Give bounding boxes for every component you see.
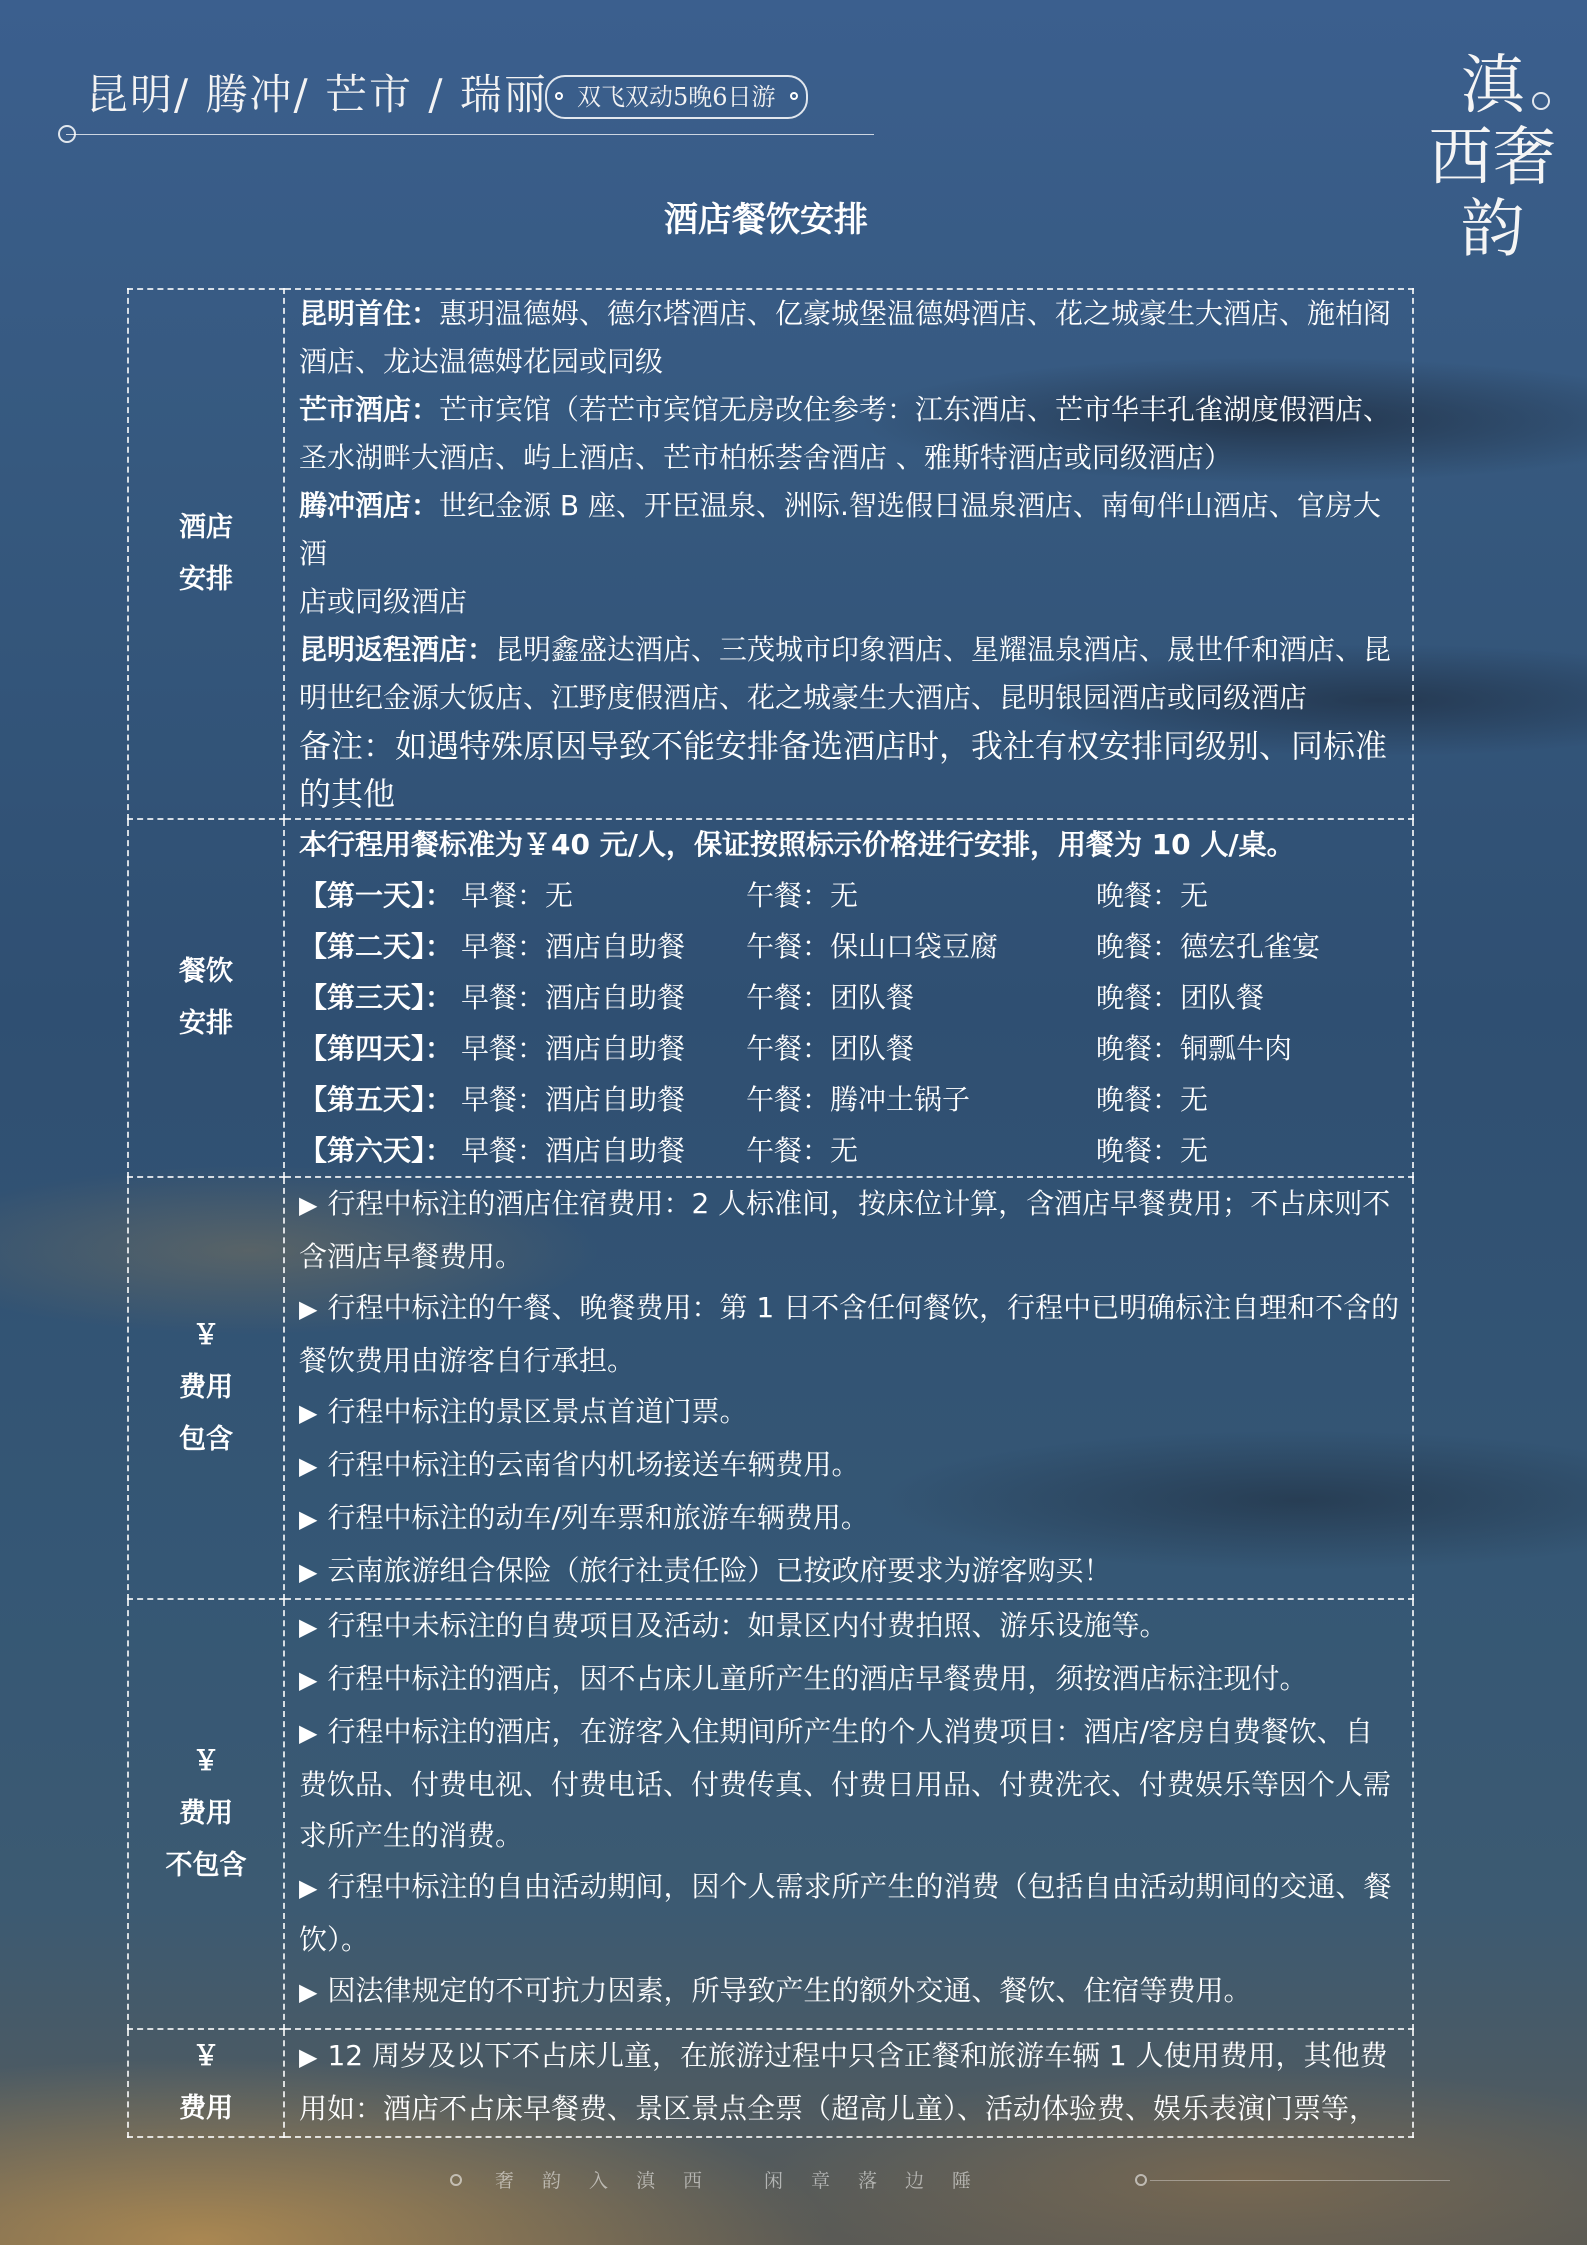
route-title: 昆明/ 腾冲/ 芒市 / 瑞丽: [86, 70, 548, 119]
footer-left-ring-icon: [450, 2174, 462, 2186]
hotel-line: 昆明首住：惠玥温德姆、德尔塔酒店、亿豪城堡温德姆酒店、花之城豪生大酒店、施柏阁: [299, 297, 1392, 330]
list-item: 饮）。: [299, 1923, 370, 1956]
page-title: 酒店餐饮安排: [664, 200, 868, 240]
meal-day-row: 【第三天】： 早餐：酒店自助餐 午餐：团队餐 晚餐：团队餐: [299, 981, 1265, 1014]
table-row: [128, 1177, 1413, 1599]
list-item: ▶ 因法律规定的不可抗力因素，所导致产生的额外交通、餐饮、住宿等费用。: [299, 1974, 1252, 2007]
bullet-icon: ▶: [299, 1399, 318, 1427]
label-text: 费用: [179, 1798, 233, 1829]
list-item: 费饮品、付费电视、付费电话、付费传真、付费日用品、付费洗衣、付费娱乐等因个人需: [299, 1768, 1392, 1801]
meals-label: [128, 819, 284, 1177]
list-item: ▶ 行程中标注的动车/列车票和旅游车辆费用。: [299, 1501, 869, 1534]
child-fee-label: [128, 2029, 284, 2137]
meals-content: [284, 819, 1413, 1177]
meal-day-row: 【第四天】： 早餐：酒店自助餐 午餐：团队餐 晚餐：铜瓢牛肉: [299, 1032, 1293, 1065]
list-item: ▶ 12 周岁及以下不占床儿童，在旅游过程中只含正餐和旅游车辆 1 人使用费用，其他费: [299, 2039, 1388, 2072]
list-item: ▶ 行程中标注的云南省内机场接送车辆费用。: [299, 1448, 860, 1481]
bullet-icon: ▶: [299, 1558, 318, 1586]
table-row: [128, 819, 1413, 1177]
label-text: 酒店: [179, 512, 233, 543]
bullet-icon: ▶: [299, 1191, 318, 1219]
meal-day-row: 【第五天】： 早餐：酒店自助餐 午餐：腾冲土锅子 晚餐：无: [299, 1083, 1209, 1116]
trip-tag-label: 双飞双动5晚6日游: [577, 83, 776, 111]
meal-day-row: 【第二天】： 早餐：酒店自助餐 午餐：保山口袋豆腐 晚餐：德宏孔雀宴: [299, 930, 1321, 963]
list-item: ▶ 行程中标注的酒店，在游客入住期间所产生的个人消费项目：酒店/客房自费餐饮、自: [299, 1715, 1373, 1748]
footer-line: [1150, 2180, 1450, 2181]
bullet-icon: ▶: [299, 1874, 318, 1902]
excluded-label: [128, 1599, 284, 2029]
list-item: ▶ 行程中未标注的自费项目及活动：如景区内付费拍照、游乐设施等。: [299, 1609, 1168, 1642]
hotel-note: 备注：如遇特殊原因导致不能安排备选酒店时，我社有权安排同级别、同标准: [299, 727, 1388, 765]
included-content: [284, 1177, 1413, 1599]
hotel-line: 明世纪金源大饭店、江野度假酒店、花之城豪生大酒店、昆明银园酒店或同级酒店: [299, 681, 1308, 714]
hotel-label: [128, 289, 284, 819]
list-item: ▶ 行程中标注的酒店，因不占床儿童所产生的酒店早餐费用，须按酒店标注现付。: [299, 1662, 1308, 1695]
list-item: ▶ 行程中标注的酒店住宿费用：2 人标准间，按床位计算，含酒店早餐费用；不占床则不: [299, 1187, 1391, 1220]
header-divider: [66, 134, 874, 135]
hotel-line: 酒店、龙达温德姆花园或同级: [299, 345, 664, 378]
hotel-line: 店或同级酒店: [299, 585, 468, 618]
tag-right-dot-icon: [790, 92, 798, 100]
label-text: 餐饮: [179, 956, 233, 987]
list-item: 餐饮费用由游客自行承担。: [299, 1344, 636, 1377]
hotel-content: [284, 289, 1413, 819]
footer-rule: [1150, 2162, 1450, 2198]
bullet-icon: ▶: [299, 2043, 318, 2071]
list-item: 含酒店早餐费用。: [299, 1240, 524, 1273]
table-row: [128, 2029, 1413, 2137]
bullet-icon: ▶: [299, 1978, 318, 2006]
bullet-icon: ▶: [299, 1666, 318, 1694]
excluded-content: [284, 1599, 1413, 2029]
included-label: [128, 1177, 284, 1599]
logo-line: 滇: [1460, 49, 1525, 123]
bullet-icon: ▶: [299, 1613, 318, 1641]
trip-tag: [545, 75, 808, 119]
footer-right-ring-icon: [1135, 2174, 1147, 2186]
table-row: [128, 1599, 1413, 2029]
meal-day-row: 【第六天】： 早餐：酒店自助餐 午餐：无 晚餐：无: [299, 1134, 1209, 1167]
hotel-line: 芒市酒店：芒市宾馆（若芒市宾馆无房改住参考：江东酒店、芒市华丰孔雀湖度假酒店、: [299, 393, 1392, 426]
label-text: 安排: [179, 564, 233, 595]
bullet-icon: ▶: [299, 1505, 318, 1533]
table-row: [128, 289, 1413, 819]
arrangement-table: [127, 288, 1414, 2138]
label-text: 费用: [179, 1372, 233, 1403]
list-item: ▶ 行程中标注的自由活动期间，因个人需求所产生的消费（包括自由活动期间的交通、餐: [299, 1870, 1392, 1903]
label-text: 费用: [179, 2093, 233, 2124]
meal-day-row: 【第一天】： 早餐：无 午餐：无 晚餐：无: [299, 879, 1209, 912]
tag-left-dot-icon: [555, 92, 563, 100]
meal-standard: 本行程用餐标准为￥40 元/人，保证按照标示价格进行安排，用餐为 10 人/桌。: [299, 828, 1295, 861]
bullet-icon: ▶: [299, 1295, 318, 1323]
label-text: 安排: [179, 1008, 233, 1039]
bullet-icon: ▶: [299, 1452, 318, 1480]
hotel-line: 昆明返程酒店：昆明鑫盛达酒店、三茂城市印象酒店、星耀温泉酒店、晟世仟和酒店、昆: [299, 633, 1392, 666]
hotel-note: 的其他: [299, 775, 396, 813]
bullet-icon: ▶: [299, 1719, 318, 1747]
list-item: ▶ 云南旅游组合保险（旅行社责任险）已按政府要求为游客购买！: [299, 1554, 1112, 1587]
yen-icon: ￥: [192, 1746, 220, 1777]
list-item: ▶ 行程中标注的景区景点首道门票。: [299, 1395, 748, 1428]
list-item: ▶ 行程中标注的午餐、晚餐费用：第 1 日不含任何餐饮，行程中已明确标注自理和不含的: [299, 1291, 1400, 1324]
hotel-line: 腾冲酒店：世纪金源 B 座、开臣温泉、洲际.智选假日温泉酒店、南甸伴山酒店、官房大酒: [299, 489, 1381, 570]
logo-line: 西奢: [1428, 121, 1557, 195]
yen-icon: ￥: [192, 1320, 220, 1351]
label-text: 不包含: [165, 1850, 247, 1881]
yen-icon: ￥: [192, 2041, 220, 2072]
list-item: 用如：酒店不占床早餐费、景区景点全票（超高儿童）、活动体验费、娱乐表演门票等，: [299, 2092, 1378, 2125]
logo-ring-icon: [1532, 92, 1550, 110]
child-fee-content: [284, 2029, 1413, 2137]
list-item: 求所产生的消费。: [299, 1819, 524, 1852]
logo-line: 韵: [1460, 193, 1525, 267]
footer-text: 奢韵入滇西 闲章落边陲: [495, 2170, 1000, 2192]
label-text: 包含: [179, 1424, 233, 1455]
footer-slogan: [450, 2162, 1150, 2198]
hotel-line: 圣水湖畔大酒店、屿上酒店、芒市柏栎荟舍酒店 、雅斯特酒店或同级酒店）: [299, 441, 1232, 474]
